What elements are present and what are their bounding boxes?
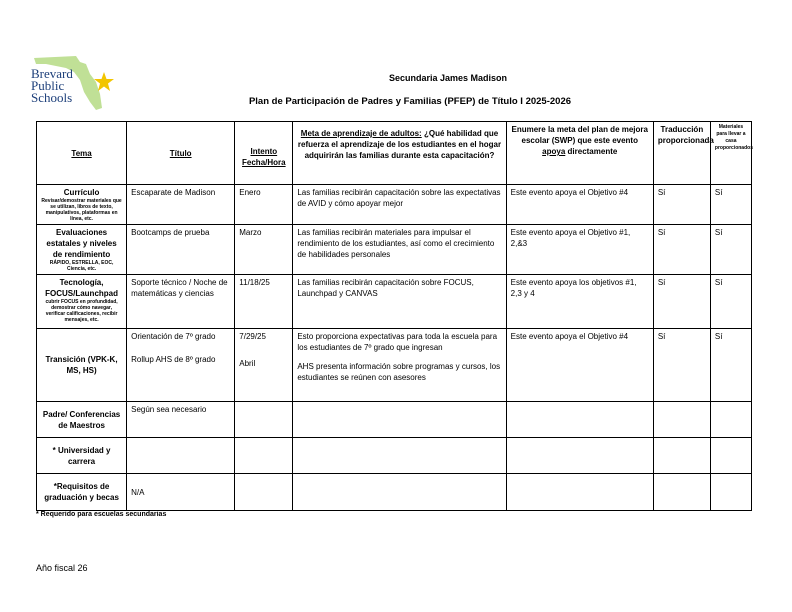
plan-title: Plan de Participación de Padres y Familias (PFEP) de Título I 2025-2026	[248, 96, 572, 107]
meta-cell: Las familias recibirán capacitación sobre las expectativas de AVID y cómo apoyar mejor	[293, 185, 506, 225]
pfep-table	[36, 121, 752, 511]
header-traduccion: Traducción proporcionada	[653, 122, 710, 185]
swp-cell	[506, 402, 653, 438]
fecha-cell	[235, 438, 293, 474]
fecha-cell: Marzo	[235, 225, 293, 275]
tema-cell: Evaluaciones estatales y niveles de rendimiento RÁPIDO, ESTRELLA, EOC, Ciencia, etc.	[37, 225, 127, 275]
swp-cell: Este evento apoya el Objetivo #1, 2,&3	[506, 225, 653, 275]
tema-cell: Tecnología, FOCUS/Launchpad cubrir FOCUS en profundidad, demostrar cómo navegar, verificar calificaciones, recibir mensajes, etc.	[37, 275, 127, 329]
traduccion-cell: Sí	[653, 225, 710, 275]
materiales-cell: Sí	[710, 185, 751, 225]
header-titulo: Título	[127, 122, 235, 185]
fecha-cell	[235, 474, 293, 511]
materiales-cell	[710, 402, 751, 438]
logo-line-1: Brevard	[31, 66, 73, 81]
materiales-cell	[710, 474, 751, 511]
meta-line-1: Esto proporciona expectativas para toda la escuela para los estudiantes de 7º grado que ingresan	[297, 332, 498, 352]
tema-cell: * Universidad y carrera	[37, 438, 127, 474]
materiales-cell: Sí	[710, 225, 751, 275]
traduccion-cell: Sí	[653, 185, 710, 225]
traduccion-cell	[653, 438, 710, 474]
titulo-cell: Soporte técnico / Noche de matemáticas y ciencias	[127, 275, 235, 329]
materiales-cell	[710, 438, 751, 474]
titulo-line-2: Rollup AHS de 8º grado	[131, 355, 216, 364]
titulo-cell: N/A	[127, 474, 235, 511]
meta-cell: Las familias recibirán materiales para impulsar el rendimiento de los estudiantes, así como el crecimiento de habilidades personales	[293, 225, 506, 275]
header-tema: Tema	[37, 122, 127, 185]
fecha-cell: Enero	[235, 185, 293, 225]
titulo-cell: Escaparate de Madison	[127, 185, 235, 225]
fecha-line-1: 7/29/25	[239, 332, 266, 341]
tema-cell: Transición (VPK-K, MS, HS)	[37, 329, 127, 402]
tema-cell: Padre/ Conferencias de Maestros	[37, 402, 127, 438]
meta-cell	[293, 402, 506, 438]
tema-cell: *Requisitos de graduación y becas	[37, 474, 127, 511]
table-row	[37, 402, 752, 438]
table-row	[37, 474, 752, 511]
logo-line-3: Schools	[31, 90, 73, 105]
fecha-cell	[235, 402, 293, 438]
header-meta: Meta de aprendizaje de adultos: ¿Qué habilidad que refuerza el aprendizaje de los estudiantes en el hogar adquirirán las familias durante esta capacitación?	[293, 122, 506, 185]
fecha-cell	[235, 329, 293, 402]
header-enumere: Enumere la meta del plan de mejora escolar (SWP) que este evento apoya directamente	[506, 122, 653, 185]
header-materiales: Materiales para llevar a casa proporcionados	[710, 122, 751, 185]
meta-cell	[293, 329, 506, 402]
table-row	[37, 438, 752, 474]
traduccion-cell: Sí	[653, 275, 710, 329]
tema-cell: Currículo Revisar/demostrar materiales que se utilizan, libros de texto, manipulativos, plataformas en línea, etc.	[37, 185, 127, 225]
materiales-cell: Sí	[710, 329, 751, 402]
fiscal-year: Año fiscal 26	[36, 563, 88, 573]
table-row	[37, 185, 752, 225]
swp-cell: Este evento apoya el Objetivo #4	[506, 185, 653, 225]
traduccion-cell: Sí	[653, 329, 710, 402]
swp-cell: Este evento apoya los objetivos #1, 2,3 y 4	[506, 275, 653, 329]
table-row	[37, 225, 752, 275]
swp-cell	[506, 438, 653, 474]
logo-line-2: Public	[31, 78, 65, 93]
meta-cell	[293, 438, 506, 474]
titulo-cell	[127, 329, 235, 402]
header-intento: Intento Fecha/Hora	[235, 122, 293, 185]
meta-cell: Las familias recibirán capacitación sobre FOCUS, Launchpad y CANVAS	[293, 275, 506, 329]
footnote: * Requerido para escuelas secundarias	[36, 511, 167, 518]
swp-cell	[506, 474, 653, 511]
meta-cell	[293, 474, 506, 511]
school-name: Secundaria James Madison	[388, 73, 508, 83]
swp-cell: Este evento apoya el Objetivo #4	[506, 329, 653, 402]
fecha-cell: 11/18/25	[235, 275, 293, 329]
table-row	[37, 275, 752, 329]
traduccion-cell	[653, 474, 710, 511]
titulo-cell: Bootcamps de prueba	[127, 225, 235, 275]
materiales-cell: Sí	[710, 275, 751, 329]
titulo-cell	[127, 438, 235, 474]
table-row	[37, 329, 752, 402]
traduccion-cell	[653, 402, 710, 438]
titulo-line-1: Orientación de 7º grado	[131, 332, 216, 341]
meta-line-2: AHS presenta información sobre programas y cursos, los estudiantes se reúnen con asesores	[297, 362, 501, 382]
fecha-line-2: Abril	[239, 359, 256, 368]
table-header-row	[37, 122, 752, 185]
titulo-cell: Según sea necesario	[127, 402, 235, 438]
